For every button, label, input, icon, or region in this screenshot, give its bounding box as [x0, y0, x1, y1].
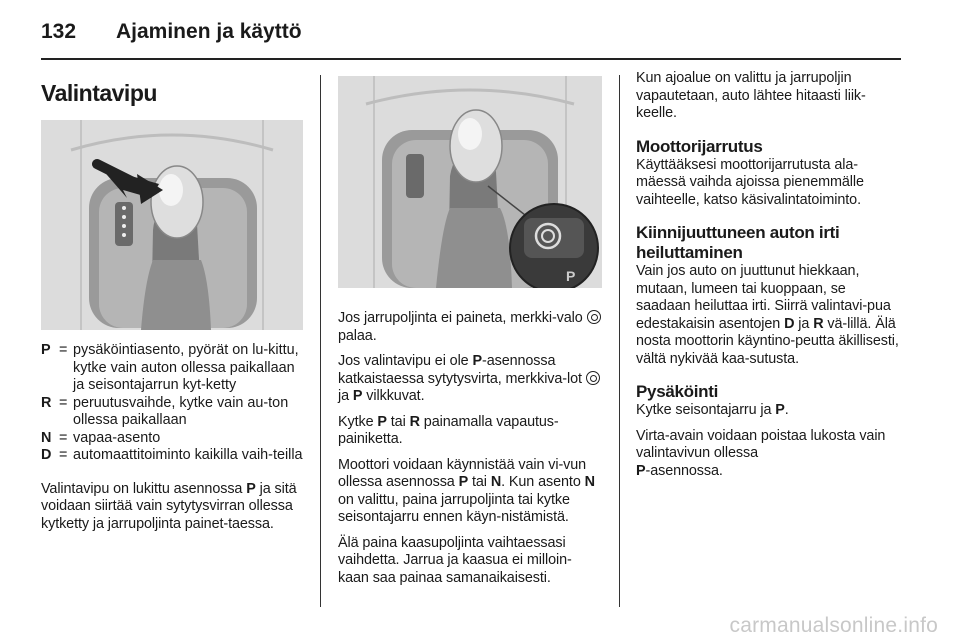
gear-position-row	[41, 430, 303, 448]
gear-position-row	[41, 342, 303, 395]
gear-description: pysäköintiasento, pyörät on lu-kittu, kytke vain auton ollessa paikallaan ja seisontajarrun kyt-ketty	[73, 342, 299, 393]
brake-warning-drawing	[338, 76, 602, 288]
watermark: carmanualsonline.info	[729, 614, 938, 637]
header-divider	[41, 58, 901, 60]
gear-position-row	[41, 395, 303, 430]
brake-warning-lamp-icon	[587, 310, 601, 324]
chapter-title: Ajaminen ja käyttö	[116, 20, 302, 43]
key-removal-paragraph: Virta-avain voidaan poistaa lukosta vain valintavivun ollessa	[636, 427, 886, 461]
section-title: Valintavipu	[41, 80, 157, 106]
brake-warning-illustration	[338, 76, 602, 288]
column-divider	[619, 75, 620, 607]
gear-key: R	[41, 394, 52, 411]
gear-description: automaattitoiminto kaikilla vaih-teilla	[73, 447, 303, 463]
gear-selector-drawing	[41, 120, 303, 330]
gear-key: P	[41, 342, 51, 358]
parking-heading: Pysäköinti	[636, 382, 719, 401]
column-2	[338, 70, 602, 587]
equals-sign: =	[59, 394, 68, 411]
gear-key: N	[41, 429, 52, 446]
gear-key: D	[41, 447, 52, 463]
gear-description: peruutusvaihde, kytke vain au-ton ollessa paikallaan	[73, 394, 289, 428]
engine-start-paragraph: Moottori voidaan käynnistää vain vi-vun ollessa asennossa P tai N. Kun asento N on valittu, paina jarrupoljinta tai kytke seisontajarru ennen käyn-nistämistä.	[338, 456, 595, 525]
rocking-paragraph: Vain jos auto on juuttunut hiekkaan, mutaan, lumeen tai kuoppaan, se saadaan heiluttaa irti. Siirrä valintavi-pua edestakaisin asentojen D ja R vä-lillä. Älä nosta moottorin käyntino-peutta äkillisesti, vältä nykivää kaa-sutusta.	[636, 263, 899, 367]
equals-sign: =	[59, 447, 68, 463]
equals-sign: =	[59, 342, 68, 358]
svg-text:P: P	[566, 268, 576, 284]
equals-sign: =	[59, 429, 68, 446]
gear-selector-illustration	[41, 120, 303, 330]
accelerator-warning-paragraph: Älä paina kaasupoljinta vaihtaessasi vaihdetta. Jarrua ja kaasua ei milloin-kaan saa painaa samanaikaisesti.	[338, 534, 572, 586]
page-header	[41, 20, 960, 50]
column-1	[41, 70, 303, 533]
brake-lamp-paragraph: Jos jarrupoljinta ei paineta, merkki-valo palaa.	[338, 310, 602, 345]
parking-paragraph: Kytke seisontajarru ja P.	[636, 402, 789, 418]
key-removal-paragraph-end: P-asennossa.	[636, 462, 723, 479]
gear-positions-list	[41, 342, 303, 465]
page-number: 132	[41, 20, 77, 43]
release-button-paragraph: Kytke P tai R painamalla vapautus-painiketta.	[338, 413, 559, 447]
creep-paragraph: Kun ajoalue on valittu ja jarrupoljin vapautetaan, auto lähtee hitaasti liik-keelle.	[636, 70, 866, 121]
gear-position-row	[41, 447, 303, 465]
column-divider	[320, 75, 321, 607]
ignition-off-paragraph: Jos valintavipu ei ole P-asennossa katkaistaessa sytytysvirta, merkkiva-lot ja P vilkkuvat.	[338, 353, 602, 406]
engine-braking-heading: Moottorijarrutus	[636, 136, 763, 156]
rocking-heading: Kiinnijuuttuneen auton irti heiluttaminen	[636, 223, 840, 262]
engine-braking-paragraph: Käyttääksesi moottorijarrutusta ala-mäessä vaihda ajoissa pienemmälle vaihteelle, katso käsivalintatoiminto.	[636, 156, 864, 208]
lock-paragraph: Valintavipu on lukittu asennossa P ja sitä voidaan siirtää vain sytytysvirran ollessa kytketty ja jarrupoljinta painet-taessa.	[41, 480, 297, 532]
brake-warning-lamp-icon	[586, 371, 600, 385]
gear-description: vapaa-asento	[73, 429, 161, 446]
column-3	[636, 70, 902, 480]
